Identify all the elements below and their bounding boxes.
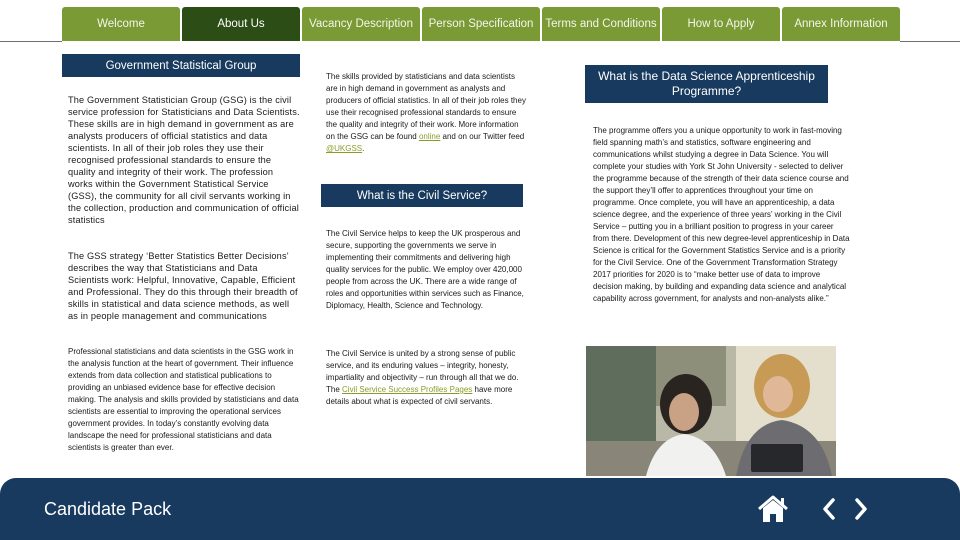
tab-welcome[interactable]: Welcome <box>62 7 180 41</box>
programme-paragraph: The programme offers you a unique opportunity to work in fast-moving field spanning math’s and statistics, software engineering and communications whilst studying a degree in Data Science. You will complete your studies with York St John University - selected to deliver the programme because of the strength of their data science course and the support they’ll offer to apprentices throughout your time on programme. Once complete, you will have an apprenticeship, a data science degree, and the experience of three years’ working in the Civil Service – putting you in a brilliant position to progress in your career from there. Development of this new degree-level apprenticeship in Data Science is critical for the Government Statistics Service and is a priority for the Civil Service. One of the Government Transformation Strategy 2017 priorities for 2020 is to “make better use of data to improve decision making, by building and expanding data science and analytical capability across government, for analysts and non-analysts alike.” <box>593 126 850 303</box>
values-text-end: have more details about what is expected of civil servants. <box>326 385 513 406</box>
skills-text-end: . <box>362 144 365 153</box>
twitter-link[interactable]: @UKGSS <box>326 144 363 153</box>
civil-service-heading: What is the Civil Service? <box>321 184 523 207</box>
chevron-right-icon <box>850 496 872 522</box>
tab-about-us[interactable]: About Us <box>182 7 300 41</box>
values-text: The Civil Service is united by a strong sense of public service, and its enduring values – integrity, honesty, impartiality and objectivity – run through all that we do. The <box>326 349 519 394</box>
home-icon <box>756 494 790 524</box>
tab-baseline-left <box>0 41 62 42</box>
gsg-paragraph-3: Professional statisticians and data scientists in the GSG work in the analysis function at the heart of government. Their influence extends from data collection and statistical publications to providing an unbiased evidence base for effective decision making. The analysis and skills provided by statisticians and data scientists are essential to improving the operational services government provides. In today’s constantly evolving data landscape the need for professional statisticians and data scientists is greater than ever. <box>68 347 299 452</box>
chevron-left-icon <box>818 496 840 522</box>
home-button[interactable] <box>756 494 790 524</box>
success-profiles-link[interactable]: Civil Service Success Profiles Pages <box>342 385 473 394</box>
candidate-pack-label: Candidate Pack <box>44 499 172 519</box>
gsg-paragraph-2: The GSS strategy ‘Better Statistics Better Decisions’ describes the way that Statisticians and Data Scientists work: Helpful, Innovative, Capable, Efficient and Professional. They do this through their breadth of skills in statistical and data science methods, as well as in people management and communications <box>68 251 298 321</box>
civil-service-paragraph-2 <box>326 348 528 408</box>
civil-service-paragraph-1: The Civil Service helps to keep the UK prosperous and secure, supporting the governments we serve in implementing their commitments and delivering high quality services for the public. We employ over 420,000 people from across the UK. There are a wide range of roles and opportunities within services such as Finance, Diplomacy, Health, Science and Technology. <box>326 229 524 310</box>
students-photo <box>586 346 836 476</box>
gsg-paragraph-1: The Government Statistician Group (GSG) is the civil service profession for Statisticians and Data Scientists. These skills are in high demand in government as are analysts producers of official statistics and data scientists. In all of their job roles they use their recognised professional standards to ensure the quality and integrity of their work. The profession works within the Government Statistical Service (GSS), the community for all civil servants working in the collection, production and communication of official statistics <box>68 95 300 225</box>
skills-text: The skills provided by statisticians and data scientists are in high demand in government as analysts and producers of official statistics. In all of their job roles they use their recognised professional standards to ensure the quality and integrity of their work. More information on the GSG can be found <box>326 72 526 141</box>
gsg-heading: Government Statistical Group <box>62 54 300 77</box>
tab-terms-and-conditions[interactable]: Terms and Conditions <box>542 7 660 41</box>
skills-text-mid: and on our Twitter feed <box>440 132 525 141</box>
data-science-heading: What is the Data Science Apprenticeship Programme? <box>585 65 828 103</box>
previous-page-button[interactable] <box>818 496 840 522</box>
skills-paragraph <box>326 71 528 155</box>
tab-annex-information[interactable]: Annex Information <box>782 7 900 41</box>
online-link[interactable]: online <box>418 132 441 141</box>
tab-vacancy-description[interactable]: Vacancy Description <box>302 7 420 41</box>
tab-person-specification[interactable]: Person Specification <box>422 7 540 41</box>
tab-baseline-right <box>900 41 960 42</box>
next-page-button[interactable] <box>850 496 872 522</box>
tab-how-to-apply[interactable]: How to Apply <box>662 7 780 41</box>
